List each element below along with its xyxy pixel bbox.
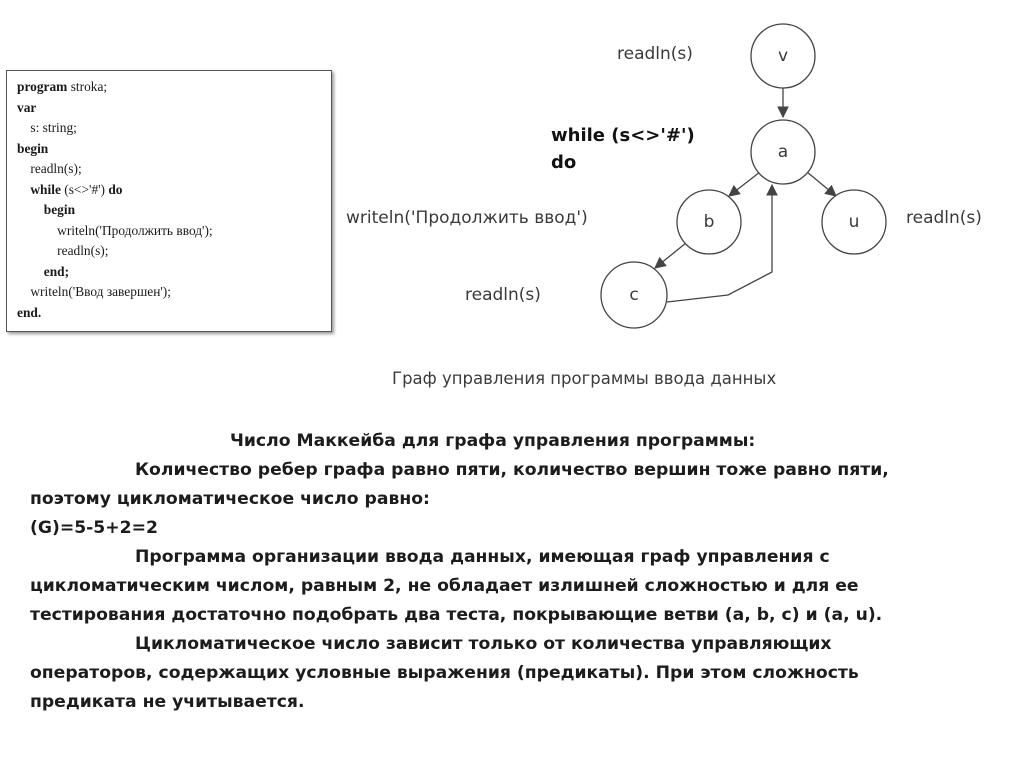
code-keyword: begin [43,202,76,217]
edge-a-b [729,172,760,196]
code-indent [17,182,30,197]
readln-label-c: readln(s) [465,285,541,305]
code-line [17,159,331,180]
graph-node-b-label: b [703,212,715,232]
graph-node-u-label: u [848,212,860,232]
paragraph-line: Количество ребер графа равно пяти, количество вершин тоже равно пяти, [135,460,889,480]
paragraph-line: тестирования достаточно подобрать два теста, покрывающие ветви (a, b, c) и (a, u). [30,605,883,625]
code-indent [17,264,44,279]
code-text: writeln('Ввод завершен'); [17,284,171,299]
code-keyword: end; [43,263,70,279]
code-line [17,200,331,221]
code-line [17,282,331,303]
control-flow-graph [330,0,1024,400]
code-text: stroka; [67,79,108,94]
code-keyword: end. [17,304,42,320]
code-text: readln(s); [17,161,82,176]
code-keyword: do [108,181,123,197]
code-keyword: begin [17,140,49,156]
edge-a-u [807,172,836,196]
graph-node-v-label: v [777,46,789,66]
code-text: readln(s); [17,243,109,258]
paragraph-line: Цикломатическое число зависит только от количества управляющих [135,634,832,654]
code-line [17,180,331,201]
paragraph-line: Программа организации ввода данных, имеющая граф управления с [135,547,830,567]
graph-node-a-label: a [777,142,789,162]
code-line [17,303,331,324]
paragraph-line: поэтому цикломатическое число равно: [30,489,430,509]
code-line [17,262,331,283]
code-line [17,98,331,119]
section-heading: Число Маккейба для графа управления программы: [230,431,756,451]
code-text: (s<>'#') [60,181,109,197]
writeln-label-b: writeln('Продолжить ввод') [346,208,588,228]
do-label: do [551,152,577,173]
code-line [17,77,331,98]
code-line [17,241,331,262]
paragraph-line: цикломатическим числом, равным 2, не обладает излишней сложностью и для ее [30,576,859,596]
body-text [30,427,990,717]
code-keyword: program [17,79,68,94]
code-keyword: while [30,181,61,197]
graph-caption: Граф управления программы ввода данных [392,369,777,388]
code-line [17,118,331,139]
while-label: while (s<>'#') [551,125,695,146]
code-text: writeln('Продолжить ввод'); [17,222,213,238]
code-text: s: string; [17,120,77,135]
paragraph-line: операторов, содержащих условные выражения (предикаты). При этом сложность [30,663,859,683]
code-line [17,139,331,160]
graph-node-c-label: c [629,285,639,305]
code-listing [6,70,332,332]
paragraph-line: предиката не учитывается. [30,692,305,712]
edge-b-c [655,243,686,268]
readln-label-v: readln(s) [617,44,693,64]
formula: (G)=5-5+2=2 [30,518,158,538]
code-keyword: var [17,99,37,115]
readln-label-u: readln(s) [906,208,982,228]
code-line [17,221,331,242]
code-indent [17,202,44,217]
